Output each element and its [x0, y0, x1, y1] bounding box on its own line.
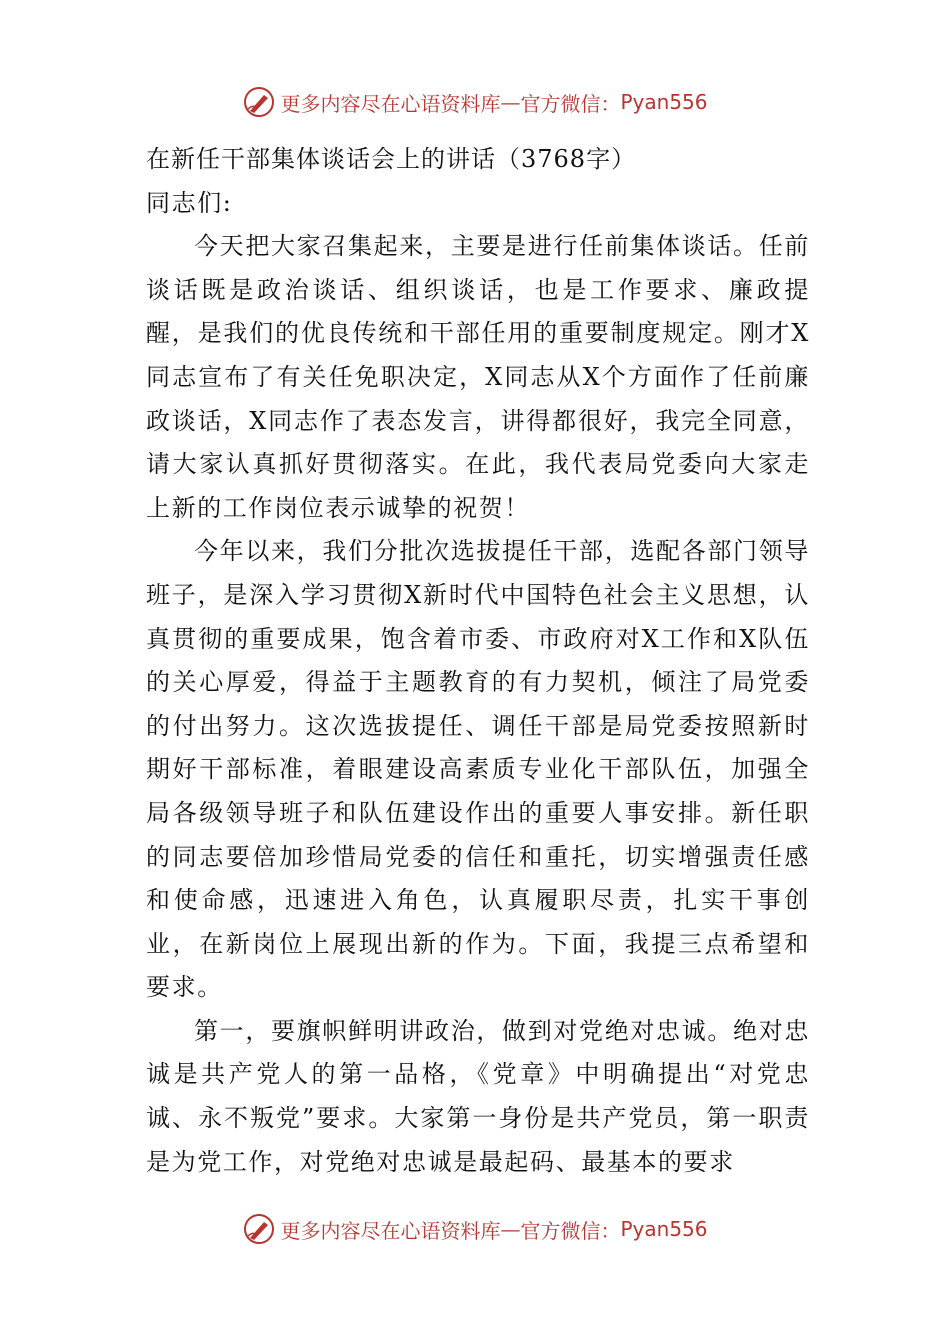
banner-slogan: 更多内容尽在心语资料库 [280, 91, 501, 116]
header-banner [0, 82, 950, 122]
banner-wechat-id: Pyan556 [620, 90, 708, 114]
document-body [146, 138, 810, 1184]
pen-logo-icon [242, 85, 276, 119]
banner-wechat-label: 官方微信： [520, 1218, 621, 1243]
banner-wechat-label: 官方微信： [520, 91, 621, 116]
paragraph-2: 今年以来，我们分批次选拔提任干部，选配各部门领导班子，是深入学习贯彻X新时代中国特色社会主义思想，认真贯彻的重要成果，饱含着市委、市政府对X工作和X队伍的关心厚爱，得益于主题教育的有力契机，倾注了局党委的付出努力。这次选拔提任、调任干部是局党委按照新时期好干部标准，着眼建设高素质专业化干部队伍，加强全局各级领导班子和队伍建设作出的重要人事安排。新任职的同志要倍加珍惜局党委的信任和重托，切实增强责任感和使命感，迅速进入角色，认真履职尽责，扎实干事创业，在新岗位上展现出新的作为。下面，我提三点希望和要求。 [146, 537, 810, 1002]
paragraph-3: 第一，要旗帜鲜明讲政治，做到对党绝对忠诚。绝对忠诚是共产党人的第一品格，《党章》中明确提出“对党忠诚、永不叛党”要求。大家第一身份是共产党员，第一职责是为党工作，对党绝对忠诚是最起码、最基本的要求 [146, 1016, 810, 1176]
footer-banner [0, 1209, 950, 1249]
banner-dash: — [500, 90, 521, 114]
pen-logo-icon [242, 1212, 276, 1246]
banner-wechat-id: Pyan556 [620, 1217, 708, 1241]
greeting: 同志们: [146, 188, 233, 217]
paragraph-1: 今天把大家召集起来，主要是进行任前集体谈话。任前谈话既是政治谈话、组织谈话，也是工作要求、廉政提醒，是我们的优良传统和干部任用的重要制度规定。刚才X同志宣布了有关任免职决定，X同志从X个方面作了任前廉政谈话，X同志作了表态发言，讲得都很好，我完全同意，请大家认真抓好贯彻落实。在此，我代表局党委向大家走上新的工作岗位表示诚挚的祝贺！ [146, 232, 810, 522]
banner-slogan: 更多内容尽在心语资料库 [280, 1218, 501, 1243]
document-title: 在新任干部集体谈话会上的讲话（3768字） [146, 145, 637, 173]
banner-dash: — [500, 1217, 521, 1241]
